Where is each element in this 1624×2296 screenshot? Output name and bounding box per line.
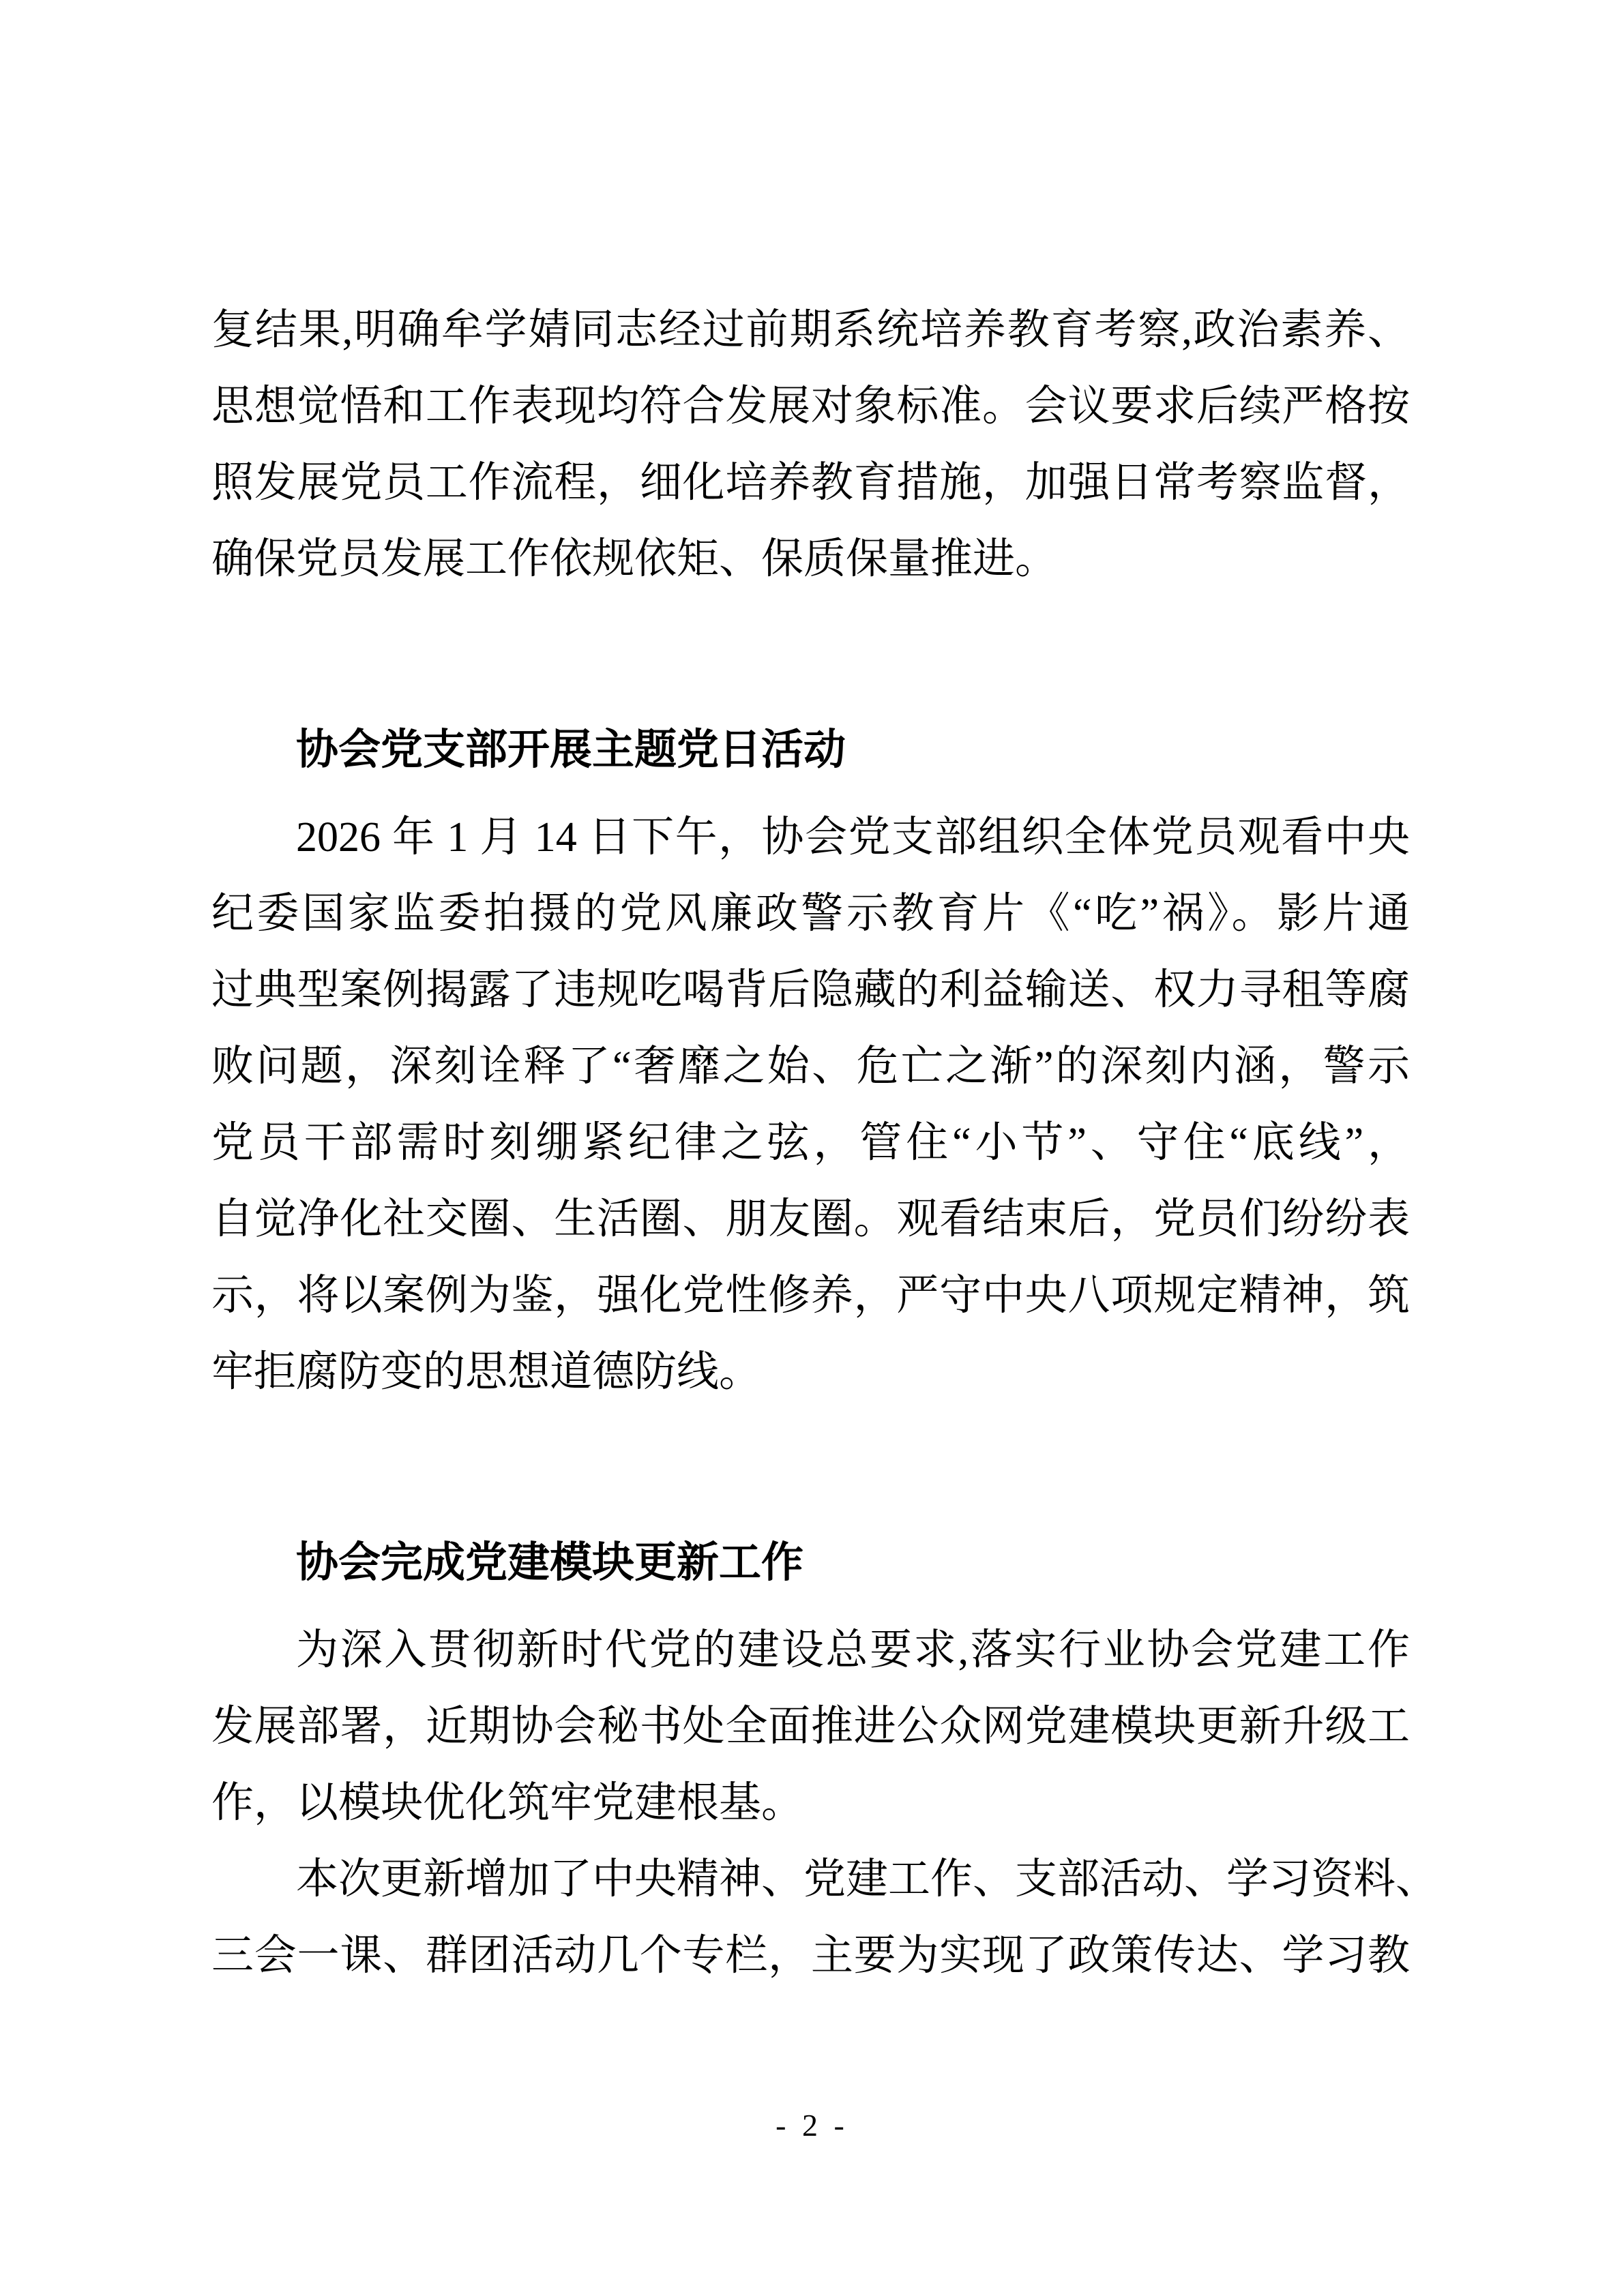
body-line: 示，将以案例为鉴，强化党性修养，严守中央八项规定精神，筑	[211, 1272, 1410, 1319]
body-line: 确保党员发展工作依规依矩、保质保量推进。	[211, 536, 1058, 582]
body-line: 过典型案例揭露了违规吃喝背后隐藏的利益输送、权力寻租等腐	[211, 967, 1410, 1013]
body-line: 复结果,明确牟学婧同志经过前期系统培养教育考察,政治素养、	[211, 307, 1410, 353]
body-line: 自觉净化社交圈、生活圈、朋友圈。观看结束后，党员们纷纷表	[211, 1196, 1410, 1242]
body-line: 三会一课、群团活动几个专栏，主要为实现了政策传达、学习教	[211, 1933, 1410, 1979]
body-line: 党员干部需时刻绷紧纪律之弦，管住“小节”、守住“底线”，	[211, 1120, 1410, 1166]
document-body	[211, 292, 1438, 1994]
section-heading-party-day-activity: 协会党支部开展主题党日活动	[296, 726, 846, 773]
body-line: 照发展党员工作流程，细化培养教育措施，加强日常考察监督，	[211, 460, 1410, 506]
body-line: 思想觉悟和工作表现均符合发展对象标准。会议要求后续严格按	[211, 383, 1410, 430]
body-line: 为深入贯彻新时代党的建设总要求,落实行业协会党建工作	[296, 1627, 1410, 1673]
body-line: 牢拒腐防变的思想道德防线。	[211, 1349, 762, 1395]
body-line: 败问题，深刻诠释了“奢靡之始、危亡之渐”的深刻内涵，警示	[211, 1043, 1410, 1090]
body-line: 作，以模块优化筑牢党建根基。	[211, 1780, 804, 1826]
body-line: 纪委国家监委拍摄的党风廉政警示教育片《“吃”祸》。影片通	[211, 891, 1410, 937]
body-line: 本次更新增加了中央精神、党建工作、支部活动、学习资料、	[296, 1856, 1438, 1903]
body-line: 发展部署，近期协会秘书处全面推进公众网党建模块更新升级工	[211, 1703, 1410, 1750]
body-line: 2026 年 1 月 14 日下午，协会党支部组织全体党员观看中央	[296, 814, 1410, 861]
section-heading-module-update: 协会完成党建模块更新工作	[296, 1539, 804, 1586]
page-number: - 2 -	[776, 2108, 848, 2143]
